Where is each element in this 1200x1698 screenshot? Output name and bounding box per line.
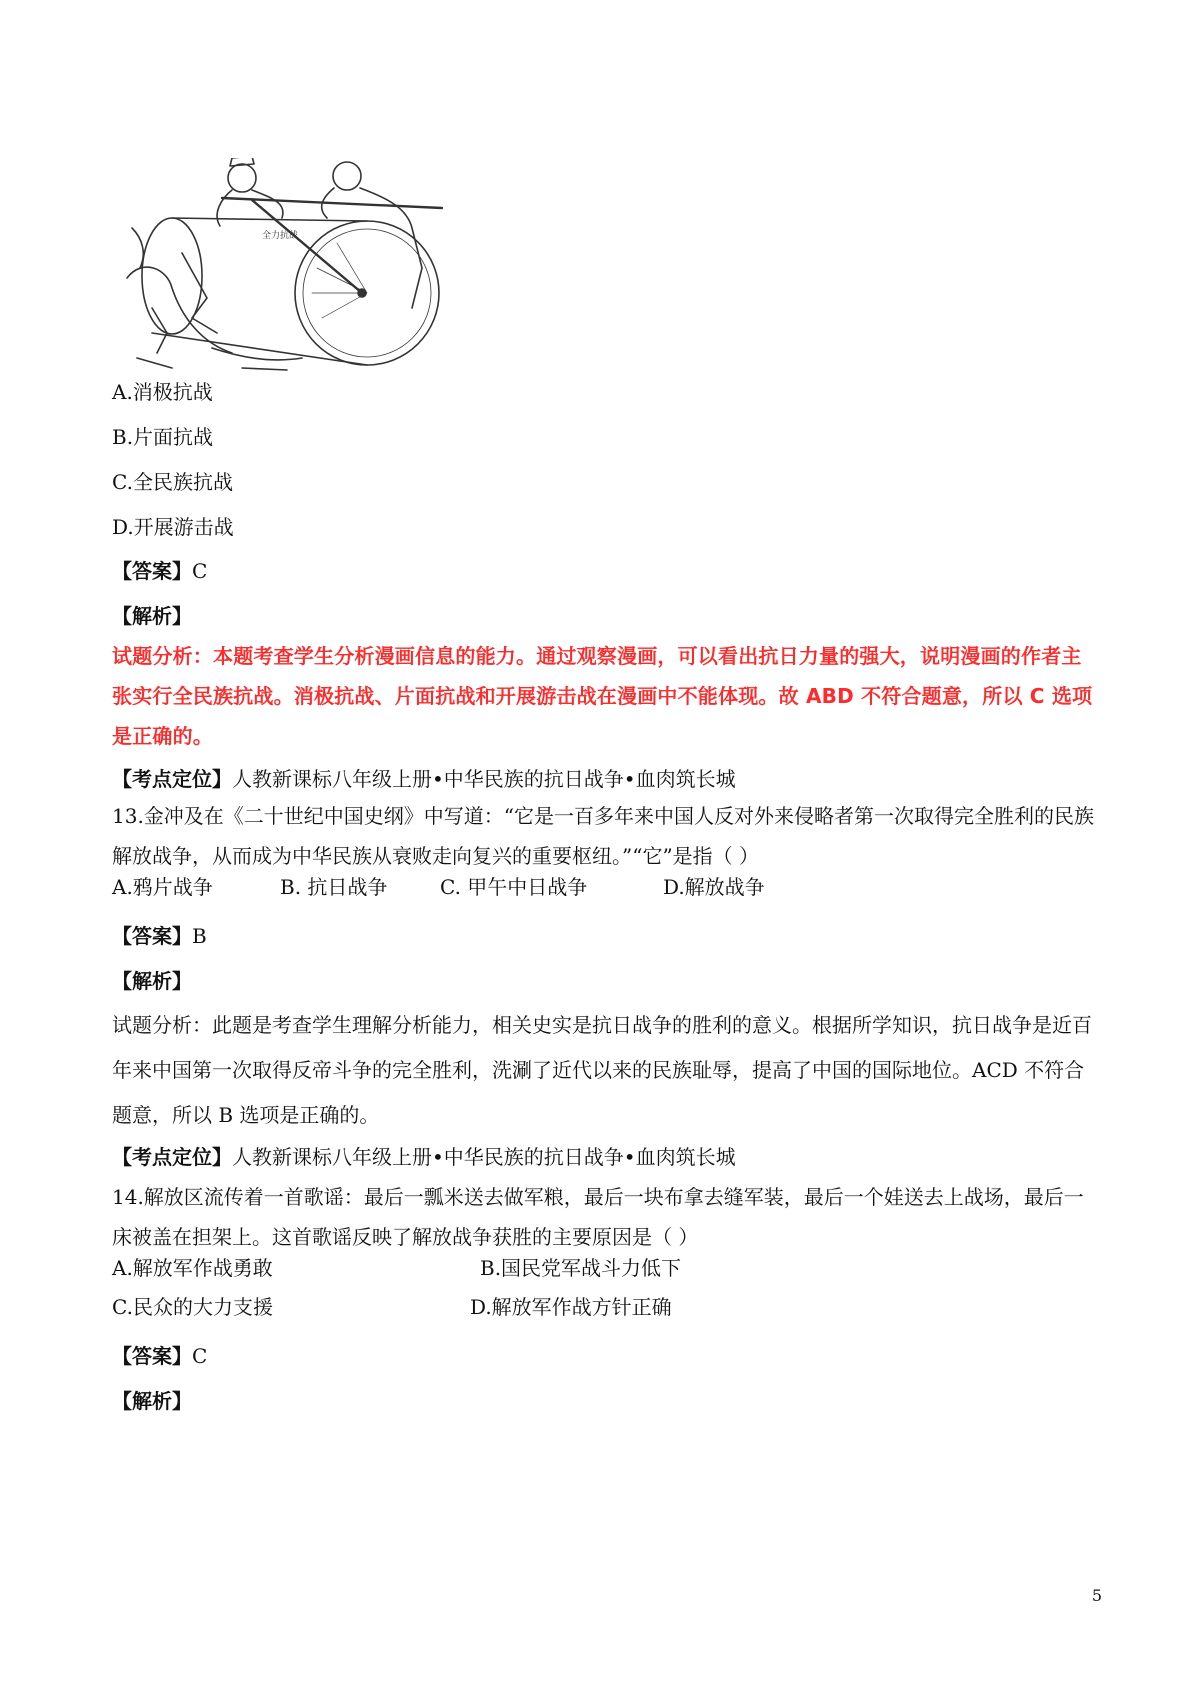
q13-analysis-text: 试题分析：此题是考查学生理解分析能力，相关史实是抗日战争的胜利的意义。根据所学知识，抗日战争是近百年来中国第一次取得反帝斗争的完全胜利，洗涮了近代以来的民族耻辱，提高了中国的国际地位。ACD 不符合题意，所以 B 选项是正确的。 — [112, 1013, 1092, 1127]
q12-analysis-text: 试题分析：本题考查学生分析漫画信息的能力。通过观察漫画，可以看出抗日力量的强大，说明漫画的作者主张实行全民族抗战。消极抗战、片面抗战和开展游击战在漫画中不能体现。故 ABD 不符合题意，所以 C 选项是正确的。 — [112, 644, 1093, 748]
answer-label: 【答案】 — [112, 924, 192, 948]
q12-analysis-label: 【解析】 — [112, 604, 192, 628]
answer-value: B — [192, 924, 207, 948]
roller-inscription: 全力抗战 — [262, 231, 299, 241]
q13-answer — [112, 922, 207, 950]
q14-option-d: D.解放军作战方针正确 — [470, 1295, 672, 1319]
q12-answer — [112, 557, 207, 585]
anti-japanese-cartoon — [112, 158, 458, 390]
q13-option-c: C. 甲午中日战争 — [440, 875, 588, 899]
answer-value: C — [192, 1344, 208, 1368]
q14-stem: 14.解放区流传着一首歌谣：最后一瓢米送去做军粮，最后一块布拿去缝军装，最后一个娃送去上战场，最后一床被盖在担架上。这首歌谣反映了解放战争获胜的主要原因是（ ） — [112, 1185, 1084, 1249]
q14-option-b: B.国民党军战斗力低下 — [480, 1256, 682, 1280]
page-number: 5 — [1091, 1586, 1102, 1605]
q13-analysis-label: 【解析】 — [112, 969, 192, 993]
kaodian-text: 人教新课标八年级上册•中华民族的抗日战争•血肉筑长城 — [232, 1145, 736, 1169]
answer-label: 【答案】 — [112, 559, 192, 583]
q12-kaodian — [112, 765, 736, 793]
q13-option-b: B. 抗日战争 — [280, 875, 388, 899]
answer-value: C — [192, 559, 208, 583]
q13-stem: 13.金冲及在《二十世纪中国史纲》中写道：“它是一百多年来中国人反对外来侵略者第一次取得完全胜利的民族解放战争，从而成为中华民族从衰败走向复兴的重要枢纽。”“它”是指（ ） — [112, 804, 1095, 868]
q12-option-c: C.全民族抗战 — [112, 470, 233, 494]
kaodian-text: 人教新课标八年级上册•中华民族的抗日战争•血肉筑长城 — [232, 767, 736, 791]
q14-answer — [112, 1342, 207, 1370]
q13-option-a: A.鸦片战争 — [112, 875, 213, 899]
kaodian-label: 【考点定位】 — [112, 767, 232, 791]
q14-option-c: C.民众的大力支援 — [112, 1295, 273, 1319]
q12-option-a: A.消极抗战 — [112, 380, 213, 404]
q13-option-d: D.解放战争 — [663, 875, 765, 899]
q12-option-d: D.开展游击战 — [112, 515, 234, 539]
q12-option-b: B.片面抗战 — [112, 425, 214, 449]
q14-analysis-label: 【解析】 — [112, 1389, 192, 1413]
q13-kaodian — [112, 1143, 736, 1171]
kaodian-label: 【考点定位】 — [112, 1145, 232, 1169]
q14-option-a: A.解放军作战勇敢 — [112, 1256, 273, 1280]
answer-label: 【答案】 — [112, 1344, 192, 1368]
